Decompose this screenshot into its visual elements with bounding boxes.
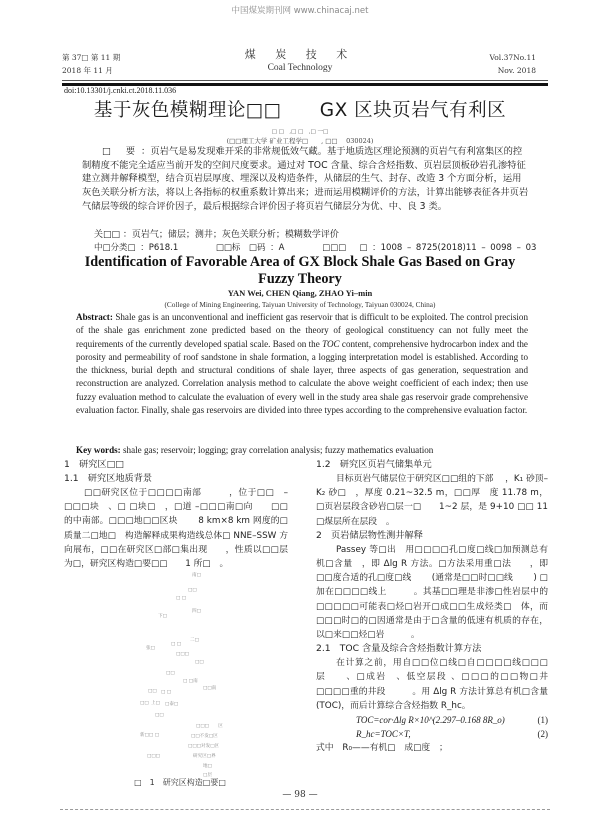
classification-cn	[94, 241, 536, 253]
article-id-label: □□□ □	[322, 243, 368, 253]
keywords-en-text: shale gas; reservoir; logging; gray correlation analysis; fuzzy mathematics evaluation	[123, 445, 434, 455]
authors-cn: □ □ ,□ □ ,□ 一□	[271, 129, 329, 135]
section-heading-1-2: 1.2 研究区页岩气储集单元	[316, 459, 432, 470]
issue-date-en: Nov. 2018	[497, 66, 536, 75]
left-column	[64, 458, 297, 571]
equation-1-body: TOC=cor·Δlg R×10^(2.297–0.168 8R_o)	[356, 715, 505, 726]
article-id-value: ：1008 – 8725(2018)11 – 0098 – 03	[372, 243, 537, 253]
equation-1	[316, 713, 548, 727]
section-heading-1-1: 1.1 研究区地质背景	[64, 473, 153, 484]
figure-label: □□	[188, 588, 197, 593]
keywords-cn	[94, 227, 339, 240]
figure-label: 地□	[203, 764, 212, 769]
abstract-en-text-2: content, comprehensive hydrocarbon index and the porosity and permeability of roof sandstone in shale formation, a logging interpretation model is established. According to the thickness, burial depth and structural conditions of shale layer, three aspects of gas generation, sequestration and reconstruction are analyzed. Correlation analysis method to calculate the above weight coefficient of each index; then use fuzzy evaluation method to calculate the evaluation of every well in the study area shale gas reservoir grade comprehensive evaluation factor. Finally, shale gas reservoirs are divided into three types according to the comprehensive evaluation factor.	[76, 338, 528, 416]
figure-label: □ □	[171, 642, 182, 647]
journal-name-cn: 煤 炭 技 术	[244, 48, 356, 61]
keywords-en	[76, 445, 433, 455]
paper-title-en: Identification of Favorable Area of GX Block Shale Gas Based on Gray Fuzzy Theory	[84, 254, 516, 287]
paper-title-cn: 基于灰色模糊理论□□ GX 区块页岩气有利区	[93, 100, 507, 121]
figure-label: □□	[195, 660, 204, 665]
doi[interactable]: doi:10.13301/j.cnki.ct.2018.11.036	[64, 86, 177, 95]
figure-label: □ □	[176, 596, 187, 601]
volume-number-en: Vol.37No.11	[489, 53, 536, 62]
figure-label: 四□	[192, 609, 201, 614]
figure-label: □□南	[203, 686, 217, 691]
figure-label: □层	[203, 773, 212, 778]
section-heading-1: 1 研究区□□	[64, 459, 124, 470]
watermark: 中国煤炭期刊网 www.chinacaj.net	[231, 6, 369, 16]
section-heading-2-1: 2.1 TOC 含量及综合含烃指数计算方法	[316, 643, 482, 655]
structure-map-figure	[100, 570, 300, 778]
doc-code-label: □□标 □码	[215, 243, 266, 253]
figure-label: □ □	[161, 690, 172, 695]
figure-label: 研究区□界	[193, 754, 216, 759]
figure-label: □□	[140, 701, 149, 706]
journal-name	[200, 48, 400, 75]
abstract-cn-label: □ 要	[102, 146, 142, 157]
section-1-1-paragraph: □□研究区位于□□□□南部 ，位于□□ –□□□块 、□ □块□ ，□道 –□□□南□向 □□ 的中南部。□□□地□□区块 8 km×8 km 网度的□质量二□地□ 构造解释成果构造线总体□ NNE–SSW 方向展布，□□在研究区□部□集出现 ，性质以□□层为□，研究区构造□要□□ 1 所□ 。	[64, 488, 297, 570]
figure-label: 张□	[146, 646, 155, 651]
page-number: — 98 —	[282, 790, 318, 800]
figure-label: □□	[155, 713, 164, 718]
abstract-cn-text: ：页岩气是易发现难开采的非常规低效气藏。基于地质选区理论预测的页岩气有利富集区的控制精度不能完全适应当前开发的空间尺度要求。通过对 TOC 含量、综合含烃指数、页岩层顶板砂岩孔渗特征建立测井解释模型，结合页岩层厚度、埋深以及构造条件，从储层的生气、封存、改造 3 个方面分析，运用灰色关联分析方法，将以上各指标的权重系数计算出来；进而运用模糊评价的方法，计算出能够表征各井页岩气储层等级的综合评价因子，最后根据综合评价因子将页岩气储层分为优、中、良 3 类。	[82, 146, 529, 212]
section-2-1-paragraph: 在计算之前，用自□□位□线□自□□□□线□□□层 、□成岩 、低空层段 、□□□的□□物□井□□□□重的井段 。用 Δlg R 方法计算总有机□含量(TOC)，而后计算综合含烃指数 R_hc。	[316, 658, 548, 711]
equation-2	[316, 727, 548, 741]
figure-label: □泰□	[165, 702, 179, 707]
figure-label: 上□	[151, 701, 160, 706]
keywords-cn-label: 关□□	[94, 230, 121, 240]
clc-label: 中□分类□	[94, 243, 136, 253]
figure-label: 下□	[158, 614, 167, 619]
figure-label: □□□	[147, 754, 161, 759]
keywords-en-label: Key words:	[76, 445, 121, 455]
footer-rule	[60, 809, 550, 810]
affiliation-en: (College of Mining Engineering, Taiyuan University of Technology, Taiyuan 030024, China)	[164, 300, 436, 309]
abstract-en	[76, 311, 528, 417]
figure-label: □ □南	[183, 679, 198, 684]
section-1-2-paragraph: 目标页岩气储层位于研究区□□组的下部 ，K₁ 砂顶–K₂ 砂□ ，厚度 0.21~32.5 m，□□厚 度 11.78 m，□页岩层段含砂岩□层一□ 1~2 层，是 9+10 □□ 11 □煤层所在层段 。	[316, 474, 548, 527]
section-2-paragraph: Passey 等□出 用□□□□孔□度□线□加预测总有机□含量 ，即 Δlg R 方法。□方法采用重□法 ，即□□度合适的孔□度□线 (通常是□□时□□线 ) □加在□□□□线上 。其基□□理是非渗□性岩层中的□□□□□可能表□烃□岩开□成□□生成烃类□ 体，而□□□时□的□因通常是由于□含量的低速有机质的存在，以□来□□烃□岩 。	[316, 544, 548, 641]
issue-date: 2018 年 11 月	[62, 66, 113, 75]
figure-label: □□□	[176, 652, 190, 657]
equation-2-number: (2)	[537, 729, 548, 740]
clc-value: ：P618.1	[140, 243, 179, 253]
header-rule-thin	[62, 80, 548, 81]
abstract-cn	[82, 145, 530, 214]
journal-name-en: Coal Technology	[267, 63, 333, 73]
issue-volume: 第 37□ 第 11 期	[62, 53, 121, 62]
issue-info	[62, 51, 120, 77]
affiliation-cn: (□□理工大学 矿业工程学□ , □□ 030024)	[226, 137, 374, 145]
volume-info-en	[490, 51, 536, 77]
figure-label: 南□	[192, 573, 201, 578]
section-heading-2: 2 页岩储层物性测井解释	[316, 529, 423, 541]
equation-1-number: (1)	[537, 715, 548, 726]
abstract-en-toc: TOC	[322, 338, 340, 349]
figure-label: □□□对发□区	[188, 744, 220, 749]
variable-definition: 式中 R₀——有机□ 成□度 ；	[316, 743, 448, 754]
doc-code-value: ：A	[270, 243, 285, 253]
keywords-cn-text: ：页岩气；储层；测井；灰色关联分析；模糊数学评价	[122, 230, 339, 240]
figure-label: □□□ 区	[196, 724, 223, 729]
figure-label: 新□□ □	[140, 733, 160, 738]
right-column	[316, 458, 548, 755]
figure-label: □□	[166, 671, 175, 676]
authors-en: YAN Wei, CHEN Qiang, ZHAO Yi–min	[227, 288, 373, 298]
figure-label: □□不发□区	[191, 734, 218, 739]
figure-label: □□	[148, 689, 157, 694]
abstract-en-text-1: Shale gas is an unconventional and inefficient gas reservoir that is difficult to be exploited. The control precision of the shale gas enrichment zone predicted based on the theory of geological constituency can not fully meet the requirements of the currently developed spatial scale. Based on the	[76, 312, 529, 349]
figure-caption: □ 1 研究区构造□要□	[134, 778, 226, 787]
figure-label: 二□	[190, 638, 199, 643]
equation-2-body: R_hc=TOC×T,	[356, 729, 411, 740]
abstract-en-label: Abstract:	[76, 312, 113, 322]
